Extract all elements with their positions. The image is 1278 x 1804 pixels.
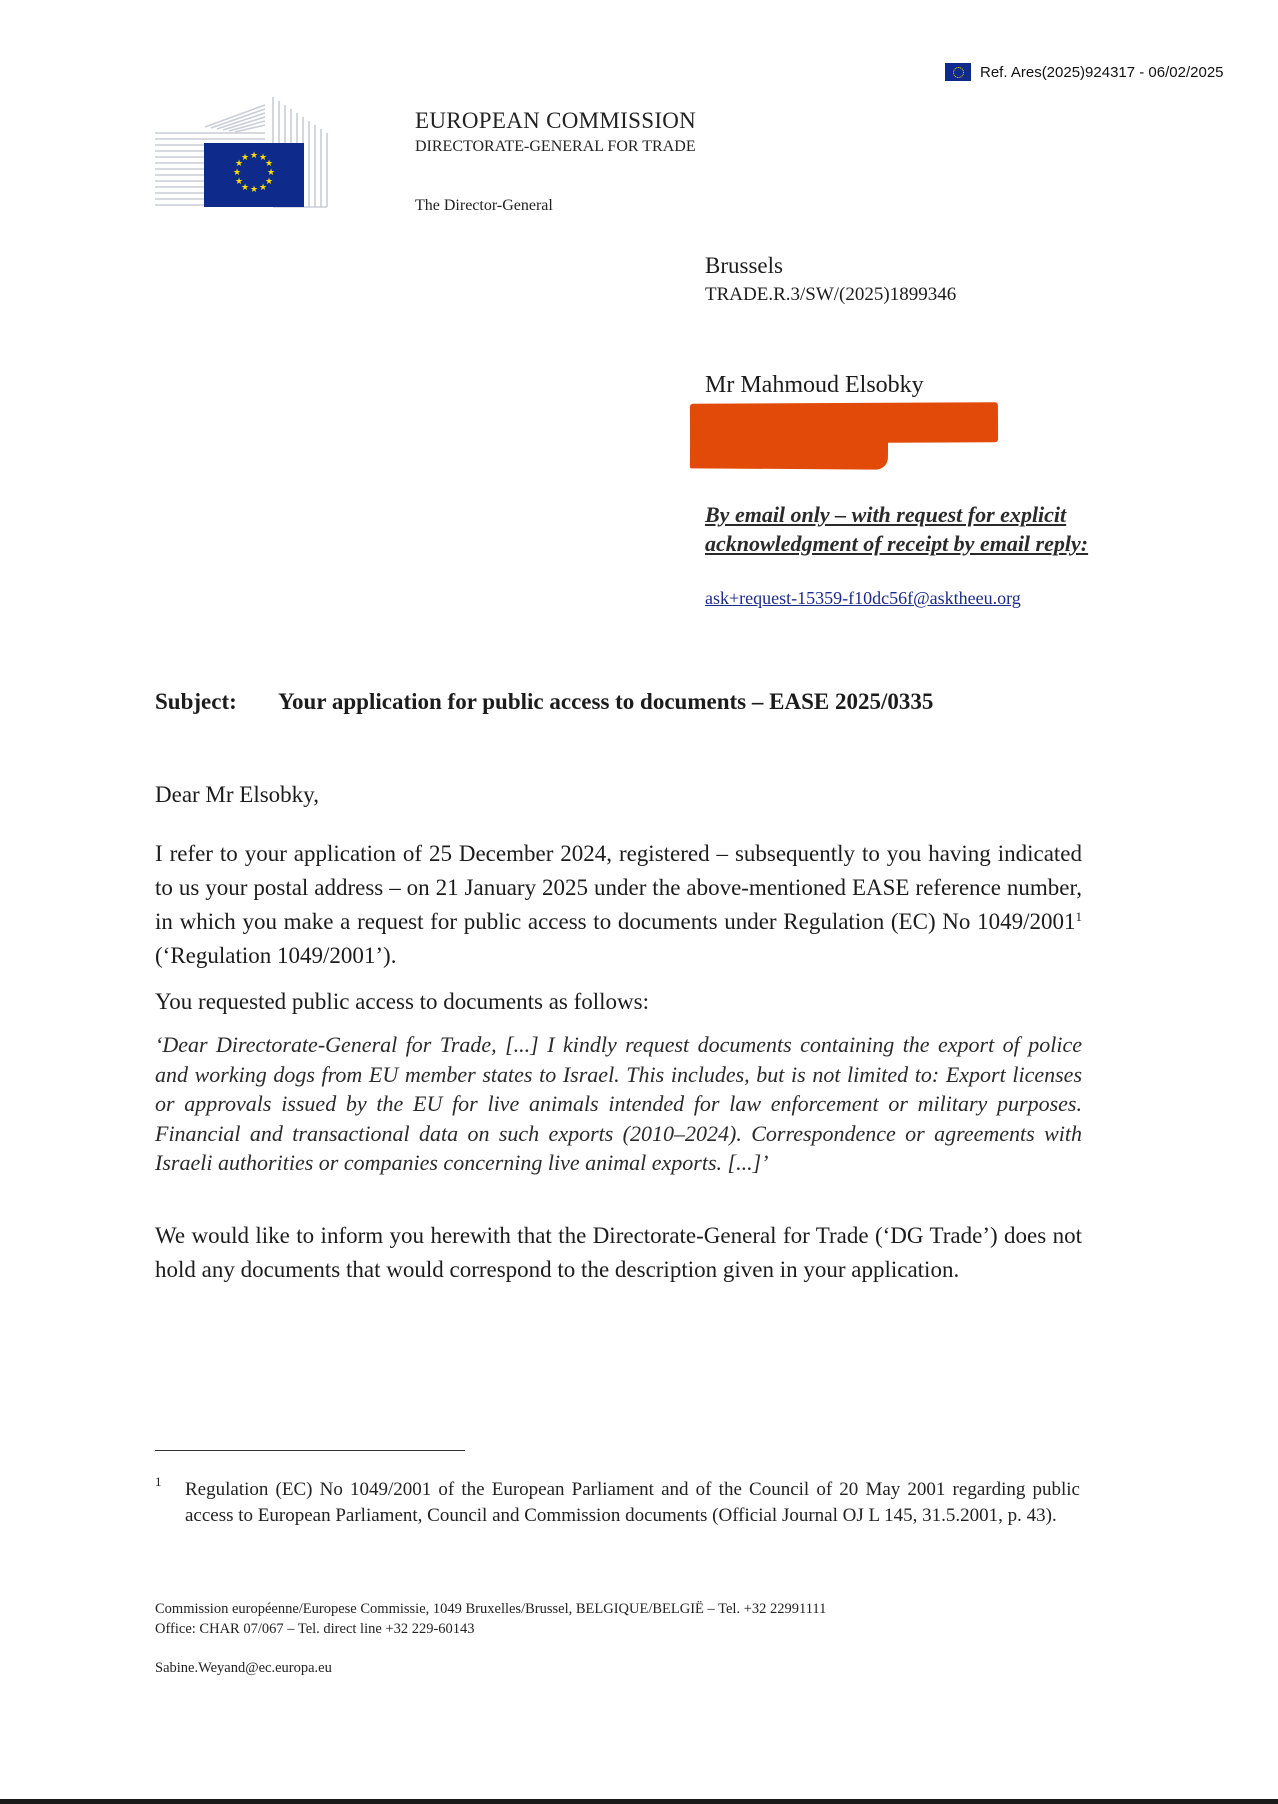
paragraph-text: I refer to your application of 25 December 2024, registered – subsequently to you having indicated to us your postal address – on 21 January 2025 under the above-mentioned EASE reference number, in which you make a request for public access to documents under Regulation (EC) No 1049/2001 xyxy=(155,841,1082,934)
organisation-name: EUROPEAN COMMISSION xyxy=(415,108,697,133)
footer-address: Commission européenne/Europese Commissie, 1049 Bruxelles/Brussel, BELGIQUE/BELGIË – Tel. +32 22991111 xyxy=(155,1601,827,1617)
sender-role: The Director-General xyxy=(415,197,553,214)
footnote-marker: 1 xyxy=(1075,909,1082,924)
letter-reference: TRADE.R.3/SW/(2025)1899346 xyxy=(705,284,957,305)
svg-text:★: ★ xyxy=(232,168,242,178)
footer-email: Sabine.Weyand@ec.europa.eu xyxy=(155,1660,332,1676)
body-paragraph-2: You requested public access to documents as follows: xyxy=(155,989,649,1014)
svg-text:★: ★ xyxy=(258,153,268,163)
footnote-divider xyxy=(155,1450,465,1451)
subject-label: Subject: xyxy=(155,689,237,714)
footer-office: Office: CHAR 07/067 – Tel. direct line +32 229-60143 xyxy=(155,1620,475,1637)
svg-text:★: ★ xyxy=(266,168,276,178)
recipient-email-link[interactable]: ask+request-15359-f10dc56f@asktheeu.org xyxy=(705,588,1021,608)
svg-text:★: ★ xyxy=(264,159,274,169)
letter-city: Brussels xyxy=(705,253,783,278)
directorate-name: DIRECTORATE-GENERAL FOR TRADE xyxy=(415,138,696,155)
eu-flag-icon xyxy=(155,95,395,215)
recipient-name: Mr Mahmoud Elsobky xyxy=(705,372,924,398)
svg-text:★: ★ xyxy=(240,153,250,163)
svg-text:★: ★ xyxy=(240,183,250,193)
svg-text:★: ★ xyxy=(249,185,259,195)
svg-text:★: ★ xyxy=(234,177,244,187)
subject-line xyxy=(155,689,933,715)
paragraph-text: (‘Regulation 1049/2001’). xyxy=(155,943,397,968)
delivery-note: By email only – with request for explicit acknowledgment of receipt by email reply: xyxy=(705,502,1089,556)
footnote-number: 1 xyxy=(155,1474,162,1489)
svg-text:★: ★ xyxy=(249,151,259,161)
ares-reference-stamp xyxy=(945,62,1224,82)
quoted-request: ‘Dear Directorate-General for Trade, [...] I kindly request documents containing the export of police and working dogs from EU member states to Israel. This includes, but is not limited to: Export licenses or approvals issued by the EU for live animals intended for law enforcement or military purposes. Financial and transactional data on such exports (2010–2024). Correspondence or agreements with Israeli authorities or companies concerning live animal exports. [...]’ xyxy=(155,1032,1082,1175)
svg-text:★: ★ xyxy=(264,177,274,187)
redaction-block xyxy=(690,432,888,469)
body-paragraph-3: We would like to inform you herewith that the Directorate-General for Trade (‘DG Trade’) does not hold any documents that would correspond to the description given in your application. xyxy=(155,1223,1082,1282)
page-bottom-edge xyxy=(0,1799,1278,1804)
svg-text:★: ★ xyxy=(234,159,244,169)
body-paragraph-1 xyxy=(155,837,1082,973)
footnote-text: Regulation (EC) No 1049/2001 of the European Parliament and of the Council of 20 May 2001 regarding public access to European Parliament, Council and Commission documents (Official Journal OJ L 145, 31.5.2001, p. 43). xyxy=(185,1479,1080,1526)
svg-text:★: ★ xyxy=(258,183,268,193)
subject-text: Your application for public access to documents – EASE 2025/0335 xyxy=(278,689,934,714)
eu-flag-mini-icon xyxy=(945,63,971,81)
footer-contact xyxy=(155,1600,826,1639)
salutation: Dear Mr Elsobky, xyxy=(155,782,319,807)
ares-reference-text: Ref. Ares(2025)924317 - 06/02/2025 xyxy=(980,63,1224,81)
